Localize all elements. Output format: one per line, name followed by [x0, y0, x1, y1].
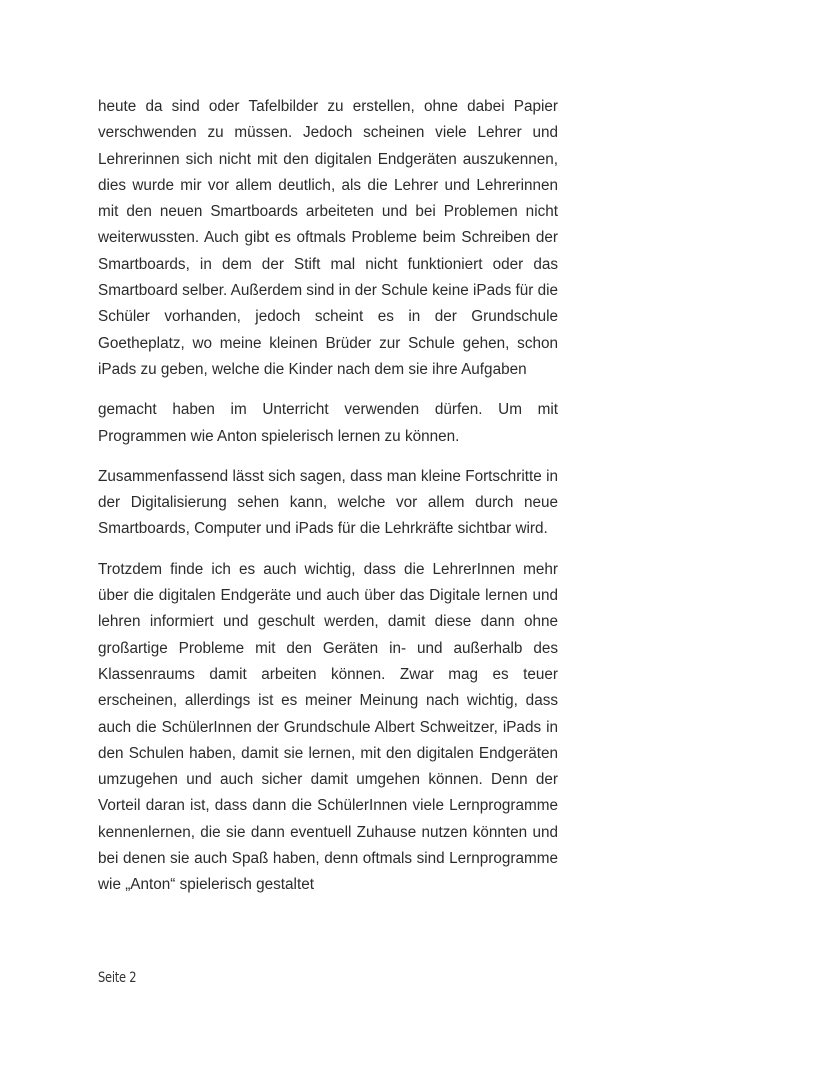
paragraph-4: Trotzdem finde ich es auch wichtig, dass die LehrerInnen mehr über die digitalen Endgeräte und auch über das Digitale lernen und lehren informiert und geschult werden, damit diese dann ohne großartige Probleme mit den Geräten in- und außerhalb des Klassenraums damit arbeiten können. Zwar mag es teuer erscheinen, allerdings ist es meiner Meinung nach wichtig, dass auch die SchülerInnen der Grundschule Albert Schweitzer, iPads in den Schulen haben, damit sie lernen, mit den digitalen Endgeräten umzugehen und auch sicher damit umgehen können. Denn der Vorteil daran ist, dass dann die SchülerInnen viele Lernprogramme kennenlernen, die sie dann eventuell Zuhause nutzen könnten und bei denen sie auch Spaß haben, denn oftmals sind Lernprogramme wie „Anton“ spielerisch gestaltet	[98, 560, 558, 894]
page-number-footer: Seite 2	[98, 970, 137, 986]
body-text	[98, 94, 558, 899]
paragraph-3: Zusammenfassend lässt sich sagen, dass man kleine Fortschritte in der Digitalisierung sehen kann, welche vor allem durch neue Smartboards, Computer und iPads für die Lehrkräfte sichtbar wird.	[98, 467, 558, 538]
paragraph-1: heute da sind oder Tafelbilder zu erstellen, ohne dabei Papier verschwenden zu müssen. Jedoch scheinen viele Lehrer und Lehrerinnen sich nicht mit den digitalen Endgeräten auszukennen, dies wurde mir vor allem deutlich, als die Lehrer und Lehrerinnen mit den neuen Smartboards arbeiteten und bei Problemen nicht weiterwussten. Auch gibt es oftmals Probleme beim Schreiben der Smartboards, in dem der Stift mal nicht funktioniert oder das Smartboard selber. Außerdem sind in der Schule keine iPads für die Schüler vorhanden, jedoch scheint es in der Grundschule Goetheplatz, wo meine kleinen Brüder zur Schule gehen, schon iPads zu geben, welche die Kinder nach dem sie ihre Aufgaben	[98, 98, 559, 378]
paragraph-2: gemacht haben im Unterricht verwenden dürfen. Um mit Programmen wie Anton spielerisch lernen zu können.	[98, 401, 558, 445]
